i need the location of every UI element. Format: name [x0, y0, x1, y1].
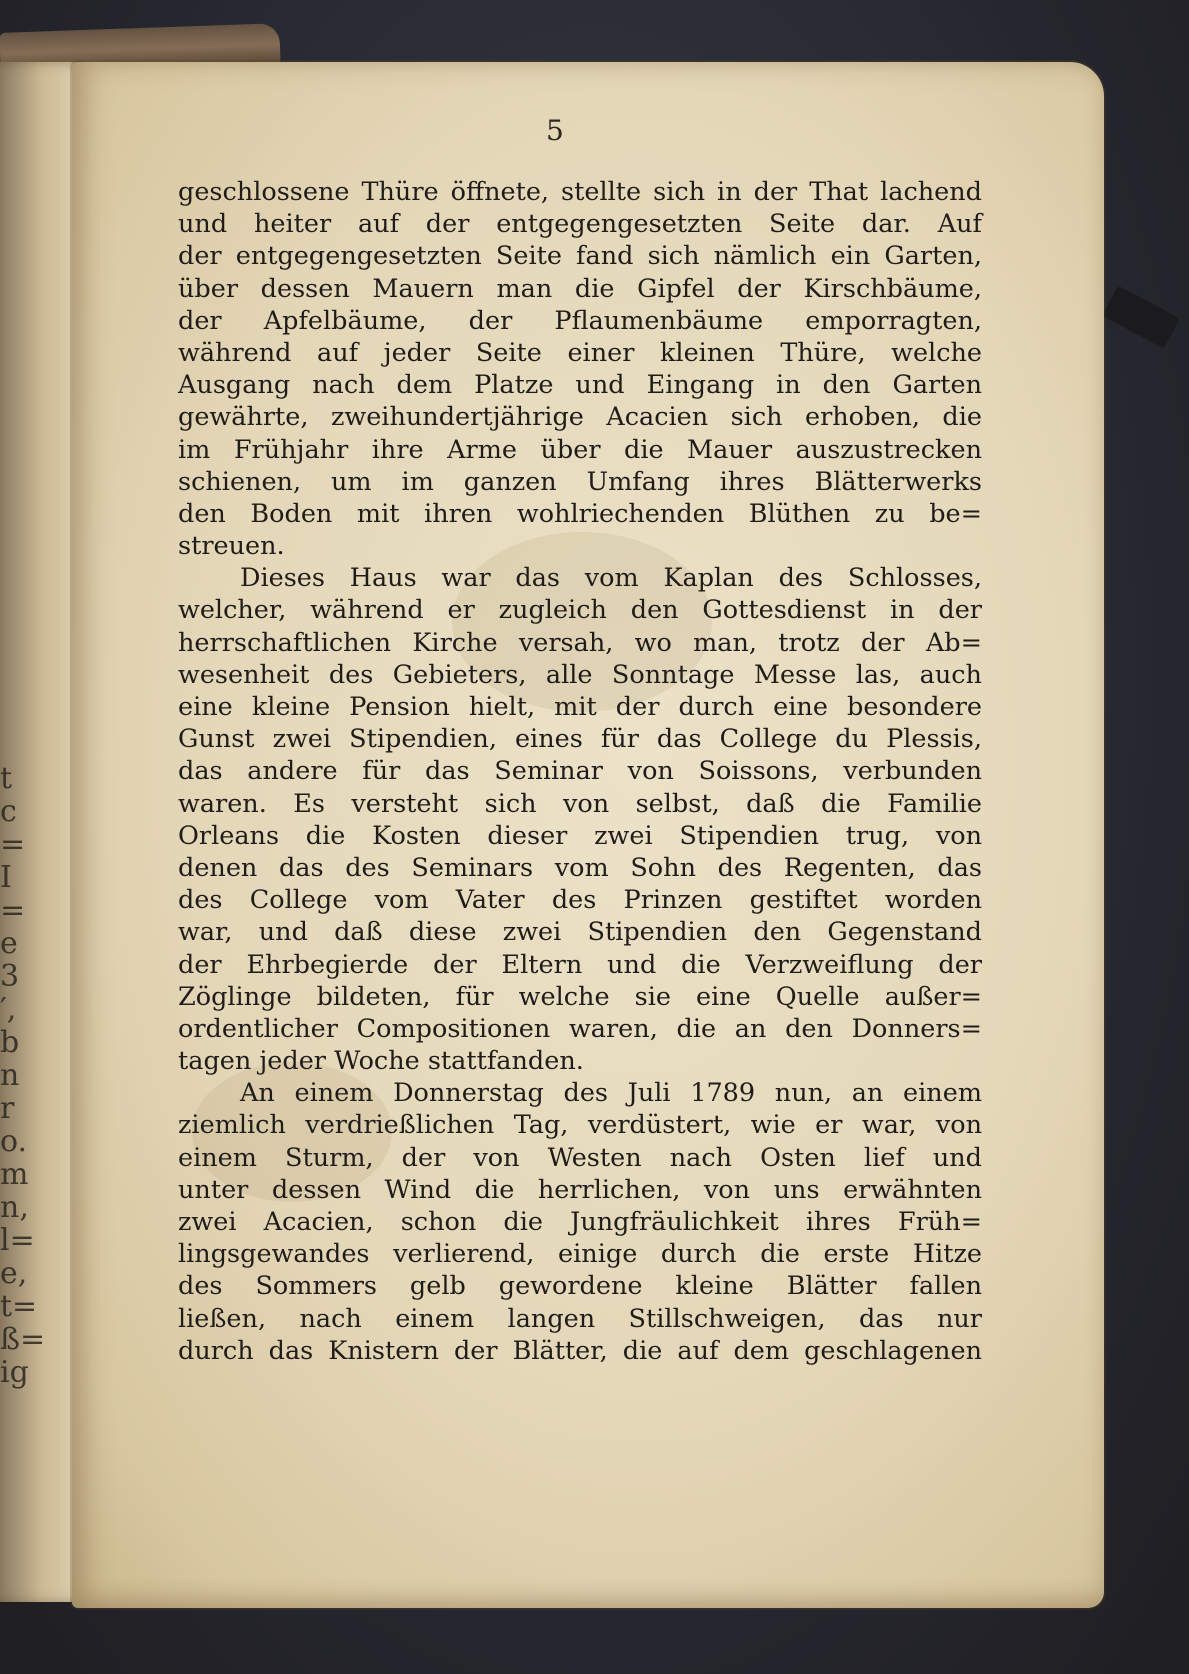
- left-page-fragment: =: [0, 827, 26, 862]
- text-line: An einem Donnerstag des Juli 1789 nun, an einem: [240, 1078, 982, 1109]
- text-line: den Boden mit ihren wohlriechenden Blüthen zu be=: [178, 498, 982, 529]
- body-text: [178, 176, 982, 1367]
- text-line: unter dessen Wind die herrlichen, von uns erwähnten: [178, 1174, 982, 1205]
- left-page-fragment: n: [0, 1058, 20, 1093]
- text-line: das andere für das Seminar von Soissons, verbunden: [178, 756, 982, 787]
- text-line: wesenheit des Gebieters, alle Sonntage Messe las, auch: [178, 659, 982, 690]
- text-line: im Frühjahr ihre Arme über die Mauer auszustrecken: [178, 434, 982, 465]
- left-page-fragment: 3: [0, 959, 20, 994]
- text-line: geschlossene Thüre öffnete, stellte sich in der That lachend: [178, 177, 982, 207]
- left-page-fragment: c: [0, 794, 17, 829]
- text-line: der Ehrbegierde der Eltern und die Verzweiflung der: [178, 949, 982, 980]
- text-line: denen das des Seminars vom Sohn des Regenten, das: [178, 852, 982, 883]
- paragraph-1: [178, 176, 982, 562]
- text-line: Gunst zwei Stipendien, eines für das College du Plessis,: [178, 724, 982, 755]
- page-number: 5: [546, 114, 564, 147]
- left-page-fragment: o.: [0, 1124, 28, 1159]
- paragraph-2: [178, 562, 982, 1077]
- text-line: waren. Es versteht sich von selbst, daß die Familie: [178, 788, 982, 819]
- left-page-fragments: [0, 761, 46, 1390]
- text-line: ordentlicher Compositionen waren, die an den Donners=: [178, 1013, 982, 1044]
- text-line: schienen, um im ganzen Umfang ihres Blätterwerks: [178, 466, 982, 497]
- text-line: welcher, während er zugleich den Gottesdienst in der: [178, 595, 982, 626]
- left-page-fragment: e,: [0, 1256, 28, 1291]
- left-page-fragment: e: [0, 926, 18, 961]
- text-line: und heiter auf der entgegengesetzten Seite dar. Auf: [178, 209, 982, 240]
- text-line: streuen.: [178, 531, 285, 562]
- text-line: zwei Acacien, schon die Jungfräulichkeit ihres Früh=: [178, 1207, 982, 1237]
- left-page-fragment: m: [0, 1157, 29, 1192]
- text-line: war, und daß diese zwei Stipendien den Gegenstand: [178, 917, 982, 948]
- left-page-fragment: I: [0, 860, 12, 895]
- text-line: Zöglinge bildeten, für welche sie eine Quelle außer=: [178, 981, 982, 1012]
- text-line: ziemlich verdrießlichen Tag, verdüstert, wie er war, von: [178, 1110, 982, 1141]
- text-line: der Apfelbäume, der Pflaumenbäume emporragten,: [178, 305, 982, 336]
- text-line: des College vom Vater des Prinzen gestiftet worden: [178, 885, 982, 916]
- text-line: einem Sturm, der von Westen nach Osten lief und: [178, 1142, 982, 1173]
- text-line: durch das Knistern der Blätter, die auf dem geschlagenen: [178, 1335, 982, 1366]
- text-line: tagen jeder Woche stattfanden.: [178, 1046, 584, 1077]
- text-line: Dieses Haus war das vom Kaplan des Schlosses,: [240, 563, 982, 594]
- text-line: über dessen Mauern man die Gipfel der Kirschbäume,: [178, 273, 982, 304]
- text-line: Ausgang nach dem Platze und Eingang in den Garten: [178, 370, 982, 401]
- text-line: herrschaftlichen Kirche versah, wo man, trotz der Ab=: [178, 627, 982, 658]
- text-line: eine kleine Pension hielt, mit der durch eine besondere: [178, 692, 982, 722]
- left-page-fragment: r: [0, 1091, 15, 1126]
- left-page-fragment: t: [0, 761, 13, 796]
- text-line: während auf jeder Seite einer kleinen Thüre, welche: [178, 337, 982, 368]
- text-line: lingsgewandes verlierend, einige durch die erste Hitze: [178, 1239, 982, 1270]
- text-line: des Sommers gelb gewordene kleine Blätter fallen: [178, 1271, 982, 1302]
- text-line: ließen, nach einem langen Stillschweigen, das nur: [178, 1303, 982, 1334]
- text-line: Orleans die Kosten dieser zwei Stipendien trug, von: [178, 820, 982, 851]
- text-line: der entgegengesetzten Seite fand sich nämlich ein Garten,: [178, 241, 982, 272]
- left-page-fragment: n,: [0, 1190, 29, 1225]
- text-line: gewährte, zweihundertjährige Acacien sich erhoben, die: [178, 402, 982, 433]
- left-page-fragment: ′,: [0, 992, 17, 1027]
- left-page-fragment: ig: [0, 1355, 29, 1390]
- paragraph-3: [178, 1077, 982, 1367]
- left-page-fragment: b: [0, 1025, 20, 1060]
- left-page-fragment: l=: [0, 1223, 35, 1258]
- left-page-fragment: ß=: [0, 1322, 46, 1357]
- left-page-fragment: =: [0, 893, 26, 928]
- left-page-fragment: t=: [0, 1289, 38, 1324]
